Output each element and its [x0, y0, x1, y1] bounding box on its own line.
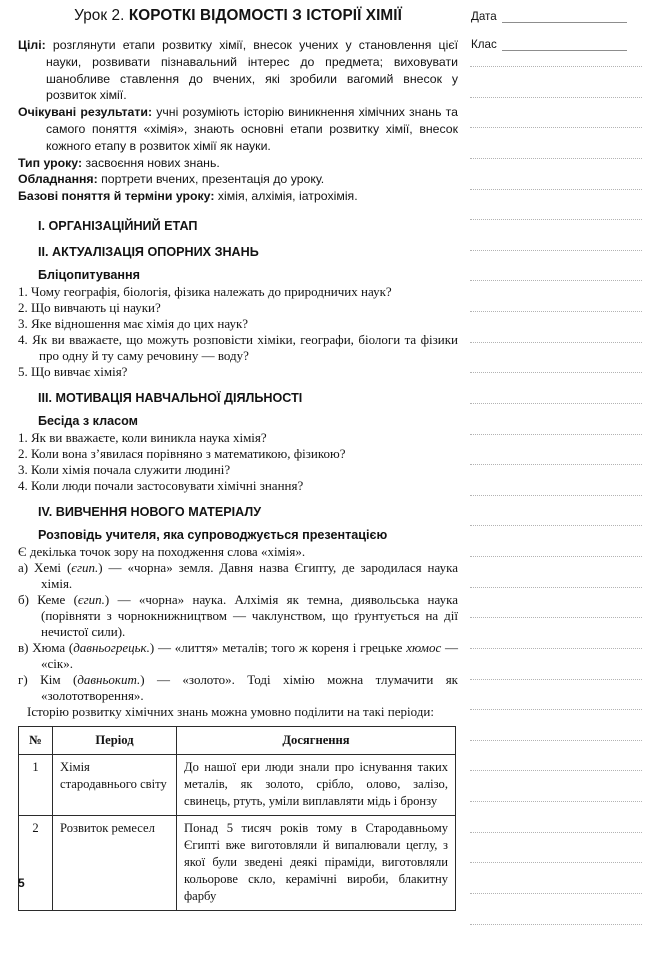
note-line: [470, 556, 642, 587]
note-line: [470, 648, 642, 679]
note-line: [470, 525, 642, 556]
section-heading-4: IV. ВИВЧЕННЯ НОВОГО МАТЕРІАЛУ: [38, 505, 458, 520]
blitz-question-list: [18, 284, 458, 380]
note-line: [470, 679, 642, 710]
question-item: 1. Чому географія, біологія, фізика належать до природничих наук?: [18, 284, 458, 300]
note-line: [470, 127, 642, 158]
origin-item-a: а) Хемі (єгип.) — «чорна» земля. Давня назва Єгипту, де зародилася наука хімія.: [18, 560, 458, 592]
question-item: 5. Що вивчає хімія?: [18, 364, 458, 380]
periods-table: [18, 726, 456, 911]
note-line: [470, 97, 642, 128]
meta-equipment: Обладнання: портрети вчених, презентація до уроку.: [18, 171, 458, 188]
note-line: [470, 924, 642, 954]
origin-item-b: б) Кеме (єгип.) — «чорна» наука. Алхімія як темна, диявольська наука (порівняти з чорнокнижництвом — чаклунством, що ґрунтується на дії нечистої сили).: [18, 592, 458, 640]
notes-ruled-area: [470, 66, 642, 954]
note-line: [470, 403, 642, 434]
note-line: [470, 770, 642, 801]
question-item: 3. Яке відношення має хімія до цих наук?: [18, 316, 458, 332]
subheading-blitz: Бліцопитування: [38, 268, 458, 283]
note-line: [470, 189, 642, 220]
origin-item-v: в) Хюма (давньогрецьк.) — «лиття» металів; того ж кореня і грецьке хюмос — «сік».: [18, 640, 458, 672]
note-line: [470, 464, 642, 495]
origin-lead-sentence: Є декілька точок зору на походження слова «хімія».: [18, 544, 458, 560]
main-content: [18, 6, 458, 911]
word-origin-block: [18, 544, 458, 720]
table-row: 1 Хімія стародавнього світу До нашої ери люди знали про існування таких металів, як золото, срібло, олово, залізо, свинець, ртуть, уміли виплавляти мідь і бронзу: [19, 754, 456, 815]
section-heading-2: ІІ. АКТУАЛІЗАЦІЯ ОПОРНИХ ЗНАНЬ: [38, 245, 458, 260]
corner-fields: [471, 7, 627, 63]
date-label: Дата: [471, 10, 497, 23]
note-line: [470, 801, 642, 832]
lesson-title-text: КОРОТКІ ВІДОМОСТІ З ІСТОРІЇ ХІМІЇ: [129, 7, 402, 24]
question-item: 2. Що вивчають ці науки?: [18, 300, 458, 316]
origin-item-g: г) Кім (давньокит.) — «золото». Тоді хімію можна тлумачити як «золототворення».: [18, 672, 458, 704]
periods-intro-sentence: Історію розвитку хімічних знань можна умовно поділити на такі періоди:: [18, 704, 458, 720]
meta-goals: Цілі: розглянути етапи розвитку хімії, внесок учених у становлення цієї науки, розвивати пізнавальний інтерес до предмета; виховувати шанобливе ставлення до вчених, які зробили вагомий внесок у розвиток хімії.: [18, 37, 458, 104]
note-line: [470, 280, 642, 311]
note-line: [470, 617, 642, 648]
note-line: [470, 372, 642, 403]
note-line: [470, 311, 642, 342]
note-line: [470, 250, 642, 281]
note-line: [470, 434, 642, 465]
date-field: [471, 7, 627, 23]
note-line: [470, 66, 642, 97]
subheading-class-talk: Бесіда з класом: [38, 414, 458, 429]
note-line: [470, 587, 642, 618]
question-item: 4. Як ви вважаєте, що можуть розповісти хіміки, географи, біологи та фізики про одну й ту саму речовину — воду?: [18, 332, 458, 364]
note-line: [470, 158, 642, 189]
question-item: 2. Коли вона з’явилася порівняно з математикою, фізикою?: [18, 446, 458, 462]
class-blank-line: [502, 36, 627, 51]
note-line: [470, 495, 642, 526]
lesson-title: [18, 6, 458, 26]
note-line: [470, 740, 642, 771]
meta-base-terms: Базові поняття й терміни уроку: хімія, алхімія, іатрохімія.: [18, 188, 458, 205]
section-heading-3: ІІІ. МОТИВАЦІЯ НАВЧАЛЬНОЇ ДІЯЛЬНОСТІ: [38, 391, 458, 406]
note-line: [470, 862, 642, 893]
meta-expected-results: Очікувані результати: учні розуміють історію виникнення хімічних знань та самого поняття «хімія», знають основні етапи розвитку хімії, внесок кожного етапу в розвиток хімії як науки.: [18, 104, 458, 154]
subheading-teacher-story: Розповідь учителя, яка супроводжується презентацією: [38, 528, 458, 543]
table-row: 2 Розвиток ремесел Понад 5 тисяч років тому в Стародавньому Єгипті вже виготовляли й випалювали цеглу, з якої були зведені деякі піраміди, виготовляли кольорове скло, керамічні вироби, блакитну фарбу: [19, 815, 456, 910]
class-label: Клас: [471, 38, 497, 51]
meta-lesson-type: Тип уроку: засвоєння нових знань.: [18, 155, 458, 172]
lesson-number: Урок 2.: [74, 7, 124, 24]
section-heading-1: І. ОРГАНІЗАЦІЙНИЙ ЕТАП: [38, 219, 458, 234]
note-line: [470, 709, 642, 740]
note-line: [470, 832, 642, 863]
question-item: 4. Коли люди почали застосовувати хімічні знання?: [18, 478, 458, 494]
page-number: 5: [18, 876, 25, 890]
col-header-period: Період: [53, 726, 177, 754]
lesson-meta-block: [18, 37, 458, 205]
question-item: 3. Коли хімія почала служити людині?: [18, 462, 458, 478]
talk-question-list: [18, 430, 458, 494]
note-line: [470, 893, 642, 924]
question-item: 1. Як ви вважаєте, коли виникла наука хімія?: [18, 430, 458, 446]
date-blank-line: [502, 8, 627, 23]
table-header-row: [19, 726, 456, 754]
class-field: [471, 35, 627, 51]
col-header-achievement: Досягнення: [177, 726, 456, 754]
note-line: [470, 342, 642, 373]
note-line: [470, 219, 642, 250]
col-header-number: №: [19, 726, 53, 754]
